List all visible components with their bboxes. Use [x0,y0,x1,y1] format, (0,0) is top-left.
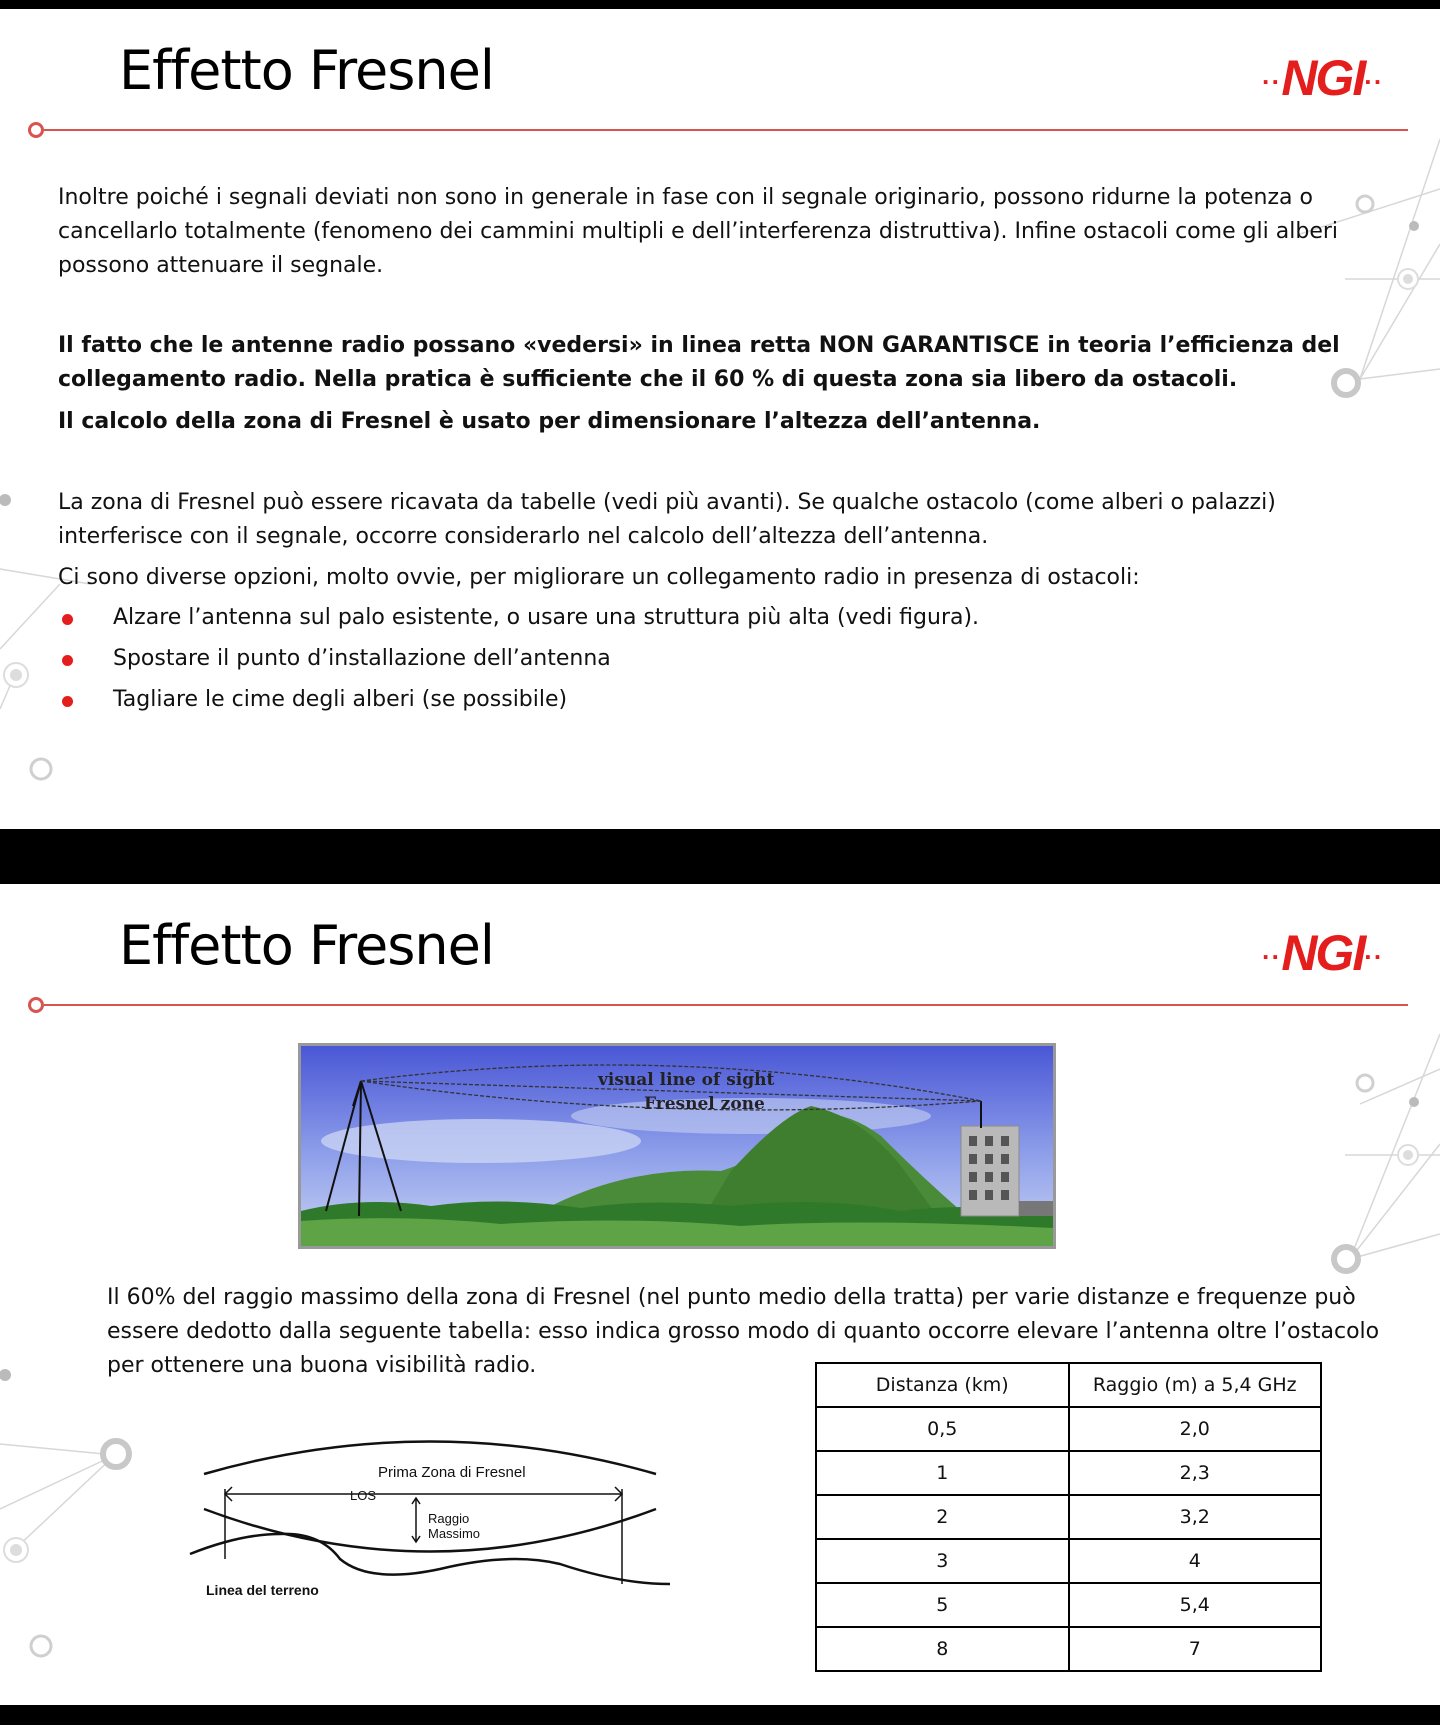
intro-paragraph: Inoltre poiché i segnali deviati non sono in generale in fase con il segnale originario, possono ridurne la potenza o cancellarlo totalmente (fenomeno dei cammini multipli e dell’interferenza distruttiva). Infine ostacoli come gli alberi possono attenuare il segnale. [58,185,1339,278]
cell-radius: 2,0 [1069,1407,1322,1451]
cell-radius: 7 [1069,1627,1322,1671]
slide-title: Effetto Fresnel [119,914,494,977]
ngi-logo: ··NGI·· [1262,925,1384,981]
table-paragraph: La zona di Fresnel può essere ricavata da tabelle (vedi più avanti). Se qualche ostacolo (come alberi o palazzi) interferisce con il segnale, occorre considerarlo nel calcolo dell’altezza dell’antenna. [58,490,1276,549]
massimo-label: Massimo [428,1526,481,1541]
fresnel-radius-table [815,1362,1322,1672]
table-row [816,1539,1321,1583]
list-item: Spostare il punto d’installazione dell’antenna [58,642,979,683]
table-row [816,1627,1321,1671]
divider-circle [28,122,44,138]
los-label: visual line of sight [598,1070,775,1090]
table-row [816,1495,1321,1539]
cell-distance: 5 [816,1583,1069,1627]
cell-radius: 3,2 [1069,1495,1322,1539]
list-item: Tagliare le cime degli alberi (se possibile) [58,683,979,724]
cell-distance: 0,5 [816,1407,1069,1451]
list-item: Alzare l’antenna sul palo esistente, o usare una struttura più alta (vedi figura). [58,601,979,642]
options-list [58,601,979,724]
bold-calculation-note: Il calcolo della zona di Fresnel è usato per dimensionare l’altezza dell’antenna. [58,409,1041,434]
bullet-icon [62,655,73,666]
cell-radius: 4 [1069,1539,1322,1583]
table-row [816,1407,1321,1451]
column-header-radius: Raggio (m) a 5,4 GHz [1069,1363,1322,1407]
slide-2 [0,884,1440,1705]
terrain-label: Linea del terreno [206,1582,319,1598]
ngi-logo: ··NGI·· [1262,50,1384,106]
diagram-title: Prima Zona di Fresnel [378,1464,526,1481]
bullet-icon [62,614,73,625]
slide-title: Effetto Fresnel [119,39,494,102]
raggio-label: Raggio [428,1511,470,1526]
slide-1 [0,9,1440,829]
cell-distance: 3 [816,1539,1069,1583]
cell-distance: 1 [816,1451,1069,1495]
title-divider [44,129,1408,131]
bullet-icon [62,696,73,707]
fresnel-diagram [180,1434,680,1614]
table-description: Il 60% del raggio massimo della zona di Fresnel (nel punto medio della tratta) per varie distanze e frequenze può essere dedotto dalla seguente tabella: esso indica grosso modo di quanto occorre elevare l’antenna oltre l’ostacolo per ottenere una buona visibilità radio. [107,1285,1380,1378]
options-intro: Ci sono diverse opzioni, molto ovvie, per migliorare un collegamento radio in presenza di ostacoli: [58,565,1140,590]
table-row [816,1451,1321,1495]
cell-distance: 2 [816,1495,1069,1539]
table-row [816,1583,1321,1627]
divider-circle [28,997,44,1013]
cell-radius: 2,3 [1069,1451,1322,1495]
fresnel-zone-label: Fresnel zone [644,1094,765,1114]
table-header-row [816,1363,1321,1407]
cell-distance: 8 [816,1627,1069,1671]
bold-statement: Il fatto che le antenne radio possano «vedersi» in linea retta NON GARANTISCE in teoria l’efficienza del collegamento radio. Nella pratica è sufficiente che il 60 % di questa zona sia libero da ostacoli. [58,333,1340,392]
los-label: LOS [350,1488,377,1503]
fresnel-zone-illustration [298,1043,1056,1249]
column-header-distance: Distanza (km) [816,1363,1069,1407]
title-divider [44,1004,1408,1006]
cell-radius: 5,4 [1069,1583,1322,1627]
